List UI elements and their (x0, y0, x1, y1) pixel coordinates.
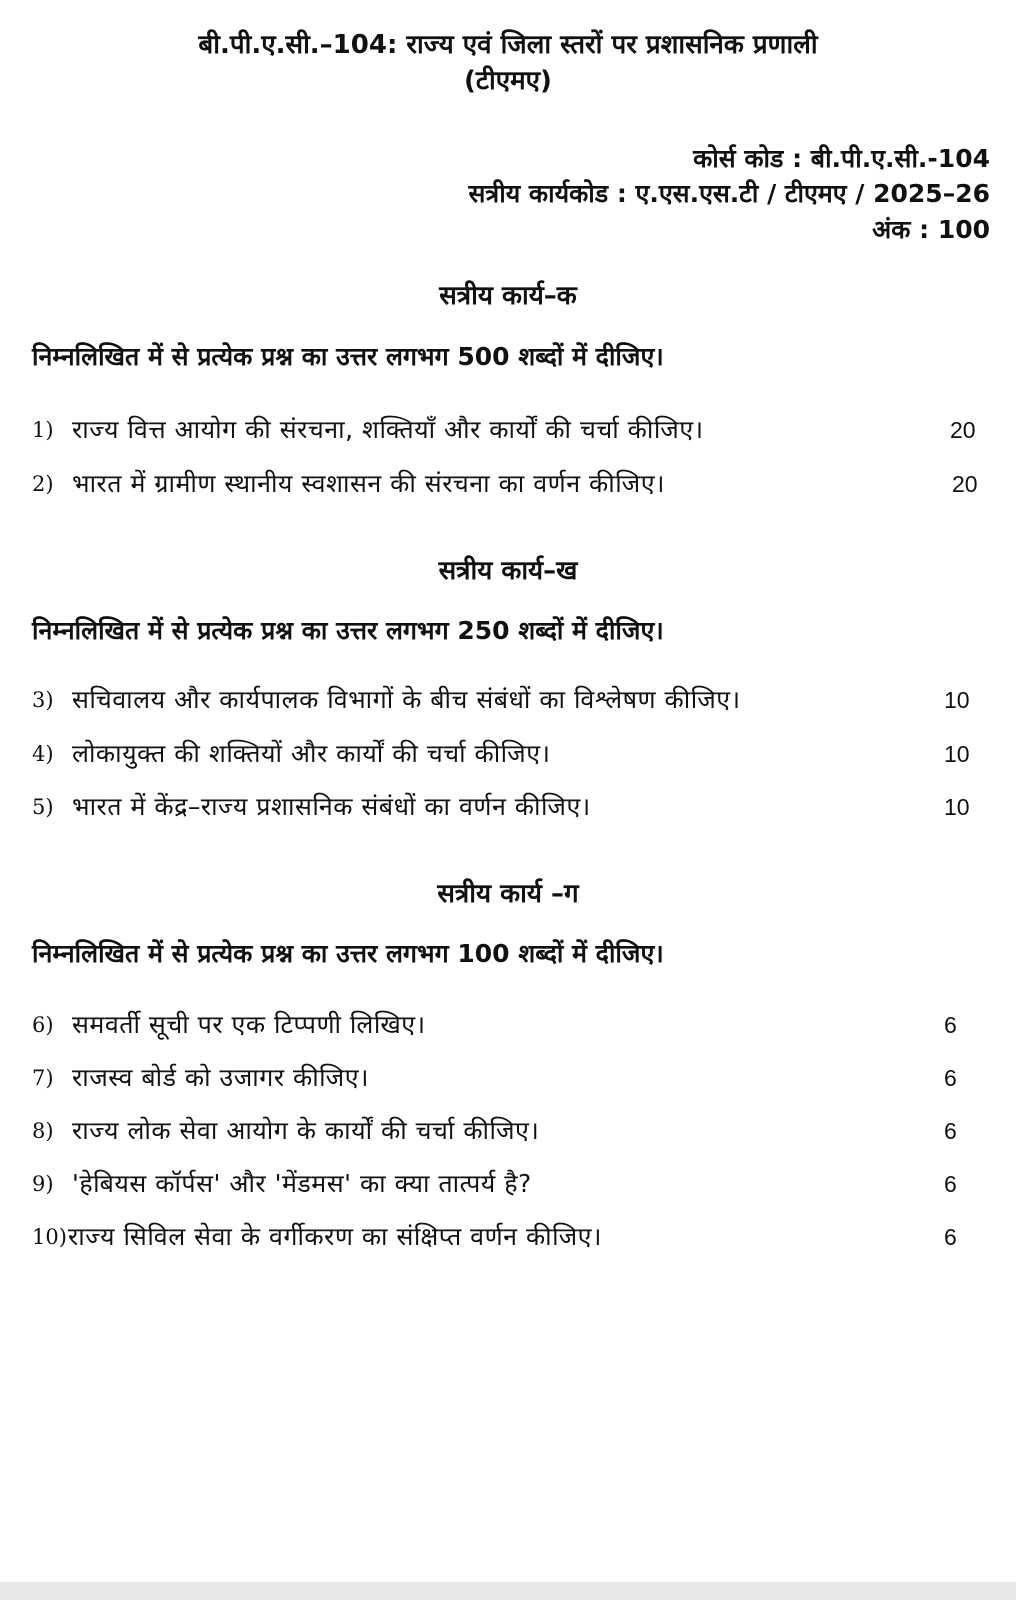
question-number: 9) (32, 1172, 54, 1196)
question-number: 6) (32, 1013, 54, 1037)
document-subtitle: (टीएमए) (464, 66, 552, 96)
question-number: 1) (32, 418, 54, 442)
question-number: 8) (32, 1119, 54, 1143)
question-marks: 6 (944, 1171, 957, 1197)
question-marks: 6 (944, 1065, 957, 1091)
question-text: राज्य लोक सेवा आयोग के कार्यों की चर्चा कीजिए। (72, 1116, 540, 1145)
question-text: भारत में ग्रामीण स्थानीय स्वशासन की संरचना का वर्णन कीजिए। (72, 469, 666, 498)
question-text: राज्य सिविल सेवा के वर्गीकरण का संक्षिप्त वर्णन कीजिए। (68, 1222, 602, 1251)
question-marks: 20 (952, 471, 978, 497)
question-row (32, 1114, 992, 1148)
question-marks: 20 (950, 417, 976, 443)
total-marks: अंक : 100 (872, 215, 990, 244)
question-row (32, 1061, 992, 1095)
question-row (32, 737, 992, 771)
question-text: समवर्ती सूची पर एक टिप्पणी लिखिए। (72, 1010, 426, 1039)
question-text: 'हेबियस कॉर्पस' और 'मेंडमस' का क्या तात्पर्य है? (72, 1169, 532, 1198)
question-text: राजस्व बोर्ड को उजागर कीजिए। (72, 1063, 369, 1092)
question-row (32, 1220, 992, 1254)
question-text: भारत में केंद्र–राज्य प्रशासनिक संबंधों का वर्णन कीजिए। (72, 792, 591, 821)
section-heading-b: सत्रीय कार्य–ख (438, 556, 578, 586)
section-heading-a: सत्रीय कार्य–क (439, 281, 577, 311)
question-number: 10) (32, 1225, 67, 1249)
question-row (32, 1008, 992, 1042)
bottom-edge (0, 1582, 1016, 1600)
question-text: सचिवालय और कार्यपालक विभागों के बीच संबंधों का विश्लेषण कीजिए। (72, 685, 741, 714)
question-marks: 6 (944, 1012, 957, 1038)
question-marks: 6 (944, 1224, 957, 1250)
section-instruction-c: निम्नलिखित में से प्रत्येक प्रश्न का उत्तर लगभग 100 शब्दों में दीजिए। (32, 939, 664, 968)
question-number: 7) (32, 1066, 54, 1090)
question-row (32, 413, 992, 447)
question-marks: 6 (944, 1118, 957, 1144)
question-row (32, 1167, 992, 1201)
section-instruction-b: निम्नलिखित में से प्रत्येक प्रश्न का उत्तर लगभग 250 शब्दों में दीजिए। (32, 616, 664, 645)
question-row (32, 790, 992, 824)
assignment-code: सत्रीय कार्यकोड : ए.एस.एस.टी / टीएमए / 2025–26 (468, 179, 990, 208)
question-marks: 10 (944, 741, 970, 767)
question-row (32, 467, 992, 501)
question-text: लोकायुक्त की शक्तियों और कार्यों की चर्चा कीजिए। (72, 739, 551, 768)
question-marks: 10 (944, 794, 970, 820)
question-marks: 10 (944, 687, 970, 713)
section-instruction-a: निम्नलिखित में से प्रत्येक प्रश्न का उत्तर लगभग 500 शब्दों में दीजिए। (32, 342, 664, 371)
course-code: कोर्स कोड : बी.पी.ए.सी.-104 (693, 144, 990, 173)
question-number: 4) (32, 742, 54, 766)
question-number: 2) (32, 472, 54, 496)
section-heading-c: सत्रीय कार्य –ग (437, 879, 579, 909)
question-row (32, 683, 992, 717)
question-number: 3) (32, 688, 54, 712)
document-title: बी.पी.ए.सी.–104: राज्य एवं जिला स्तरों पर प्रशासनिक प्रणाली (198, 30, 818, 60)
question-number: 5) (32, 795, 54, 819)
question-text: राज्य वित्त आयोग की संरचना, शक्तियाँ और कार्यों की चर्चा कीजिए। (72, 415, 704, 444)
